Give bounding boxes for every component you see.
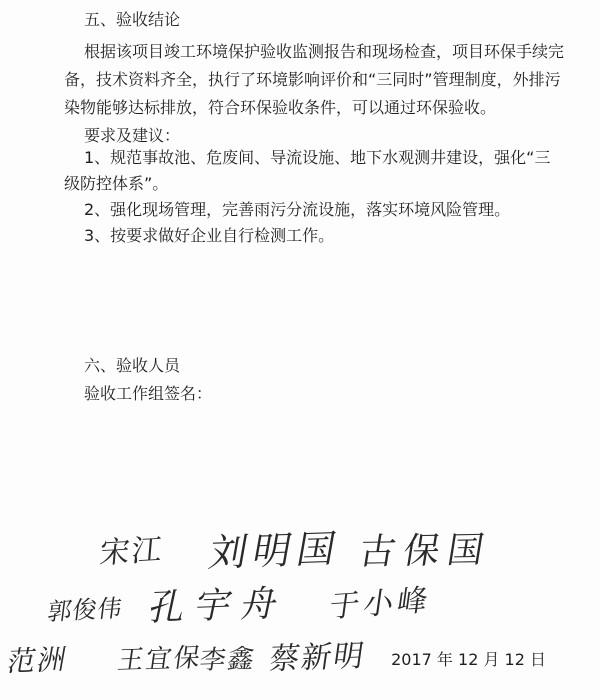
requirement-item-3: 3、按要求做好企业自行检测工作。	[84, 226, 335, 245]
signature-2: 刘明国	[205, 526, 346, 576]
sign-label: 验收工作组签名：	[84, 384, 213, 403]
requirement-item-2: 2、强化现场管理，完善雨污分流设施，落实环境风险管理。	[84, 200, 511, 219]
conclusion-line-2: 备，技术资料齐全，执行了环境影响评价和“三同时”管理制度，外排污	[64, 70, 561, 89]
signature-7: 范洲	[4, 642, 71, 679]
signature-3: 古保国	[356, 529, 495, 574]
requirements-heading: 要求及建议：	[84, 126, 181, 145]
requirement-item-1-line-2: 级防控体系”。	[64, 174, 169, 193]
conclusion-line-1: 根据该项目竣工环境保护验收监测报告和现场检查，项目环保手续完	[84, 42, 565, 61]
signature-5: 孔宇舟	[144, 583, 292, 630]
signature-9: 李鑫	[197, 643, 258, 677]
document-date: 2017 年 12 月 12 日	[391, 650, 546, 669]
conclusion-line-3: 染物能够达标排放，符合环保验收条件，可以通过环保验收。	[64, 98, 497, 117]
signature-1: 宋江	[98, 532, 166, 572]
requirement-item-1-line-1: 1、规范事故池、危废间、导流设施、地下水观测井建设，强化“三	[84, 148, 551, 167]
signature-4: 郭俊伟	[45, 593, 125, 627]
section-5-heading: 五、验收结论	[84, 10, 181, 29]
signature-8: 王宜保	[115, 642, 204, 677]
signature-10: 蔡新明	[267, 638, 368, 678]
section-6-heading: 六、验收人员	[84, 356, 181, 375]
signature-6: 于小峰	[327, 582, 434, 626]
